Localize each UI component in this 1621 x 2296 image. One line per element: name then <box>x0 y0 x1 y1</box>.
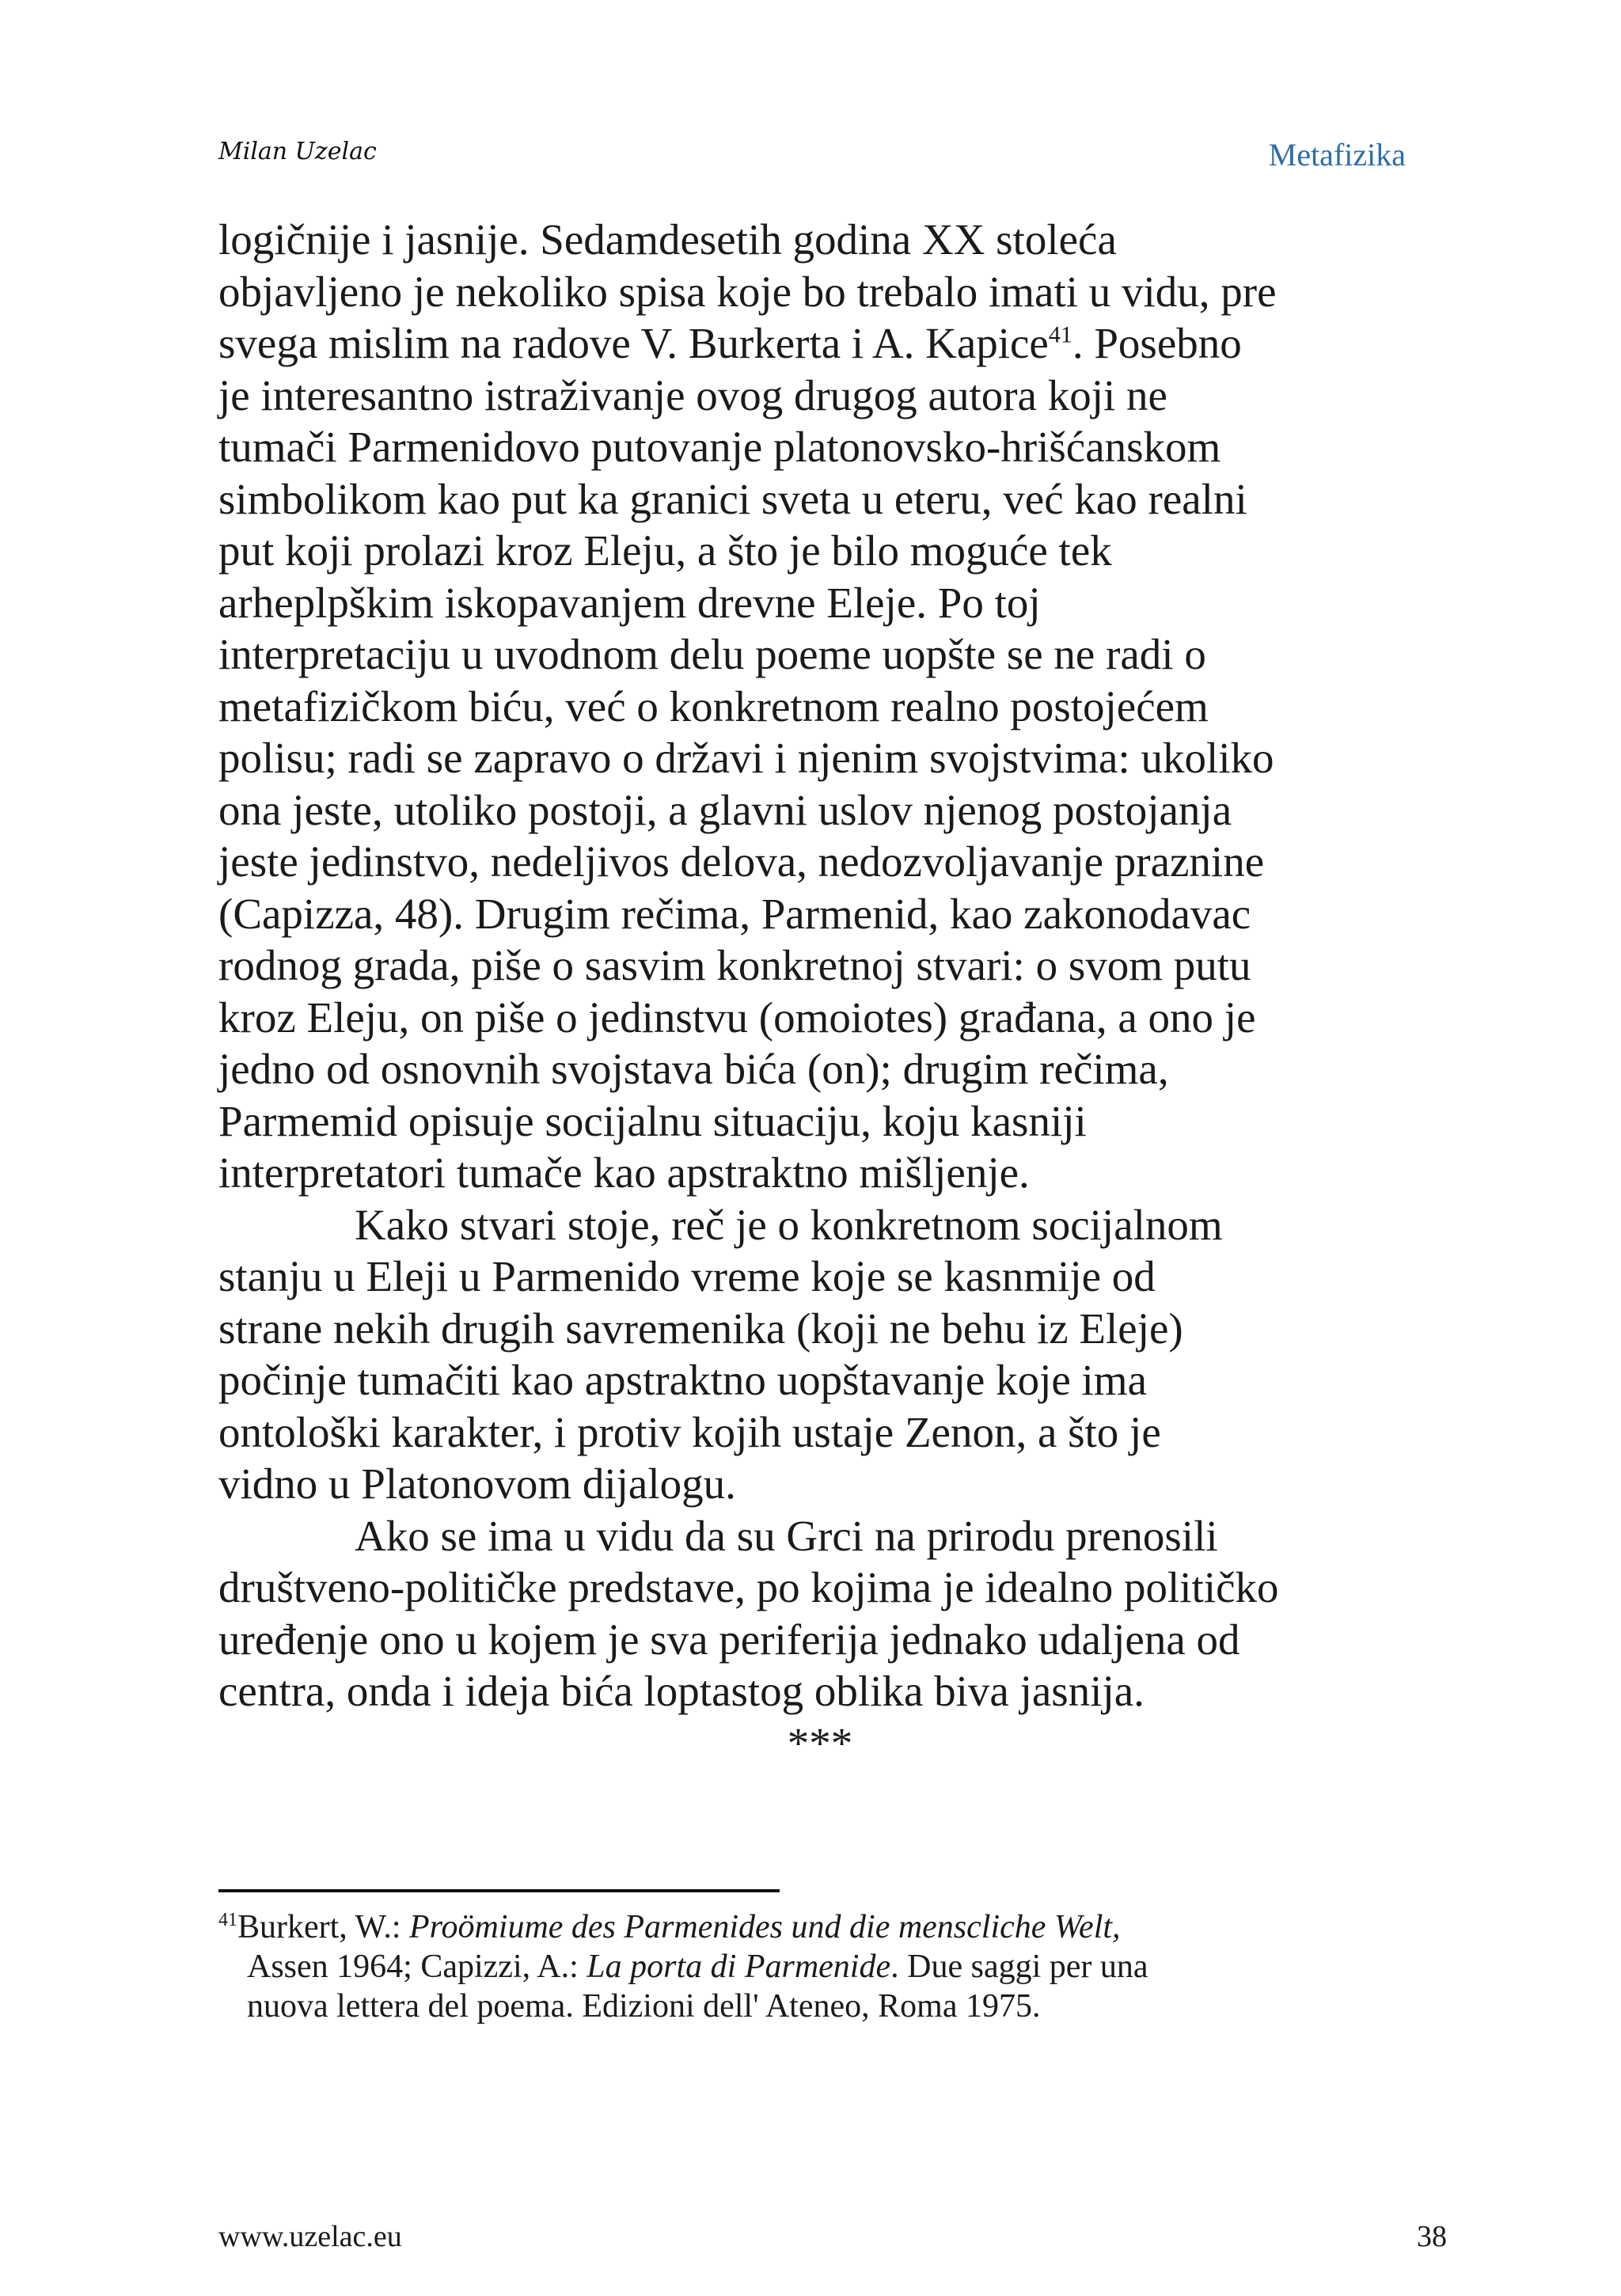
running-header-author: Milan Uzelac <box>218 138 377 165</box>
footnote-number: 41 <box>218 1910 237 1930</box>
footnote-reference[interactable]: 41 <box>1048 321 1072 348</box>
text-line: put koji prolazi kroz Eleju, a što je bilo moguće tek <box>218 526 1112 575</box>
running-header-title: Metafizika <box>1268 137 1406 173</box>
text-line-part: . Posebno <box>1072 319 1242 367</box>
text-line: počinje tumačiti kao apstraktno uopštavanje koje ima <box>218 1356 1147 1404</box>
section-separator: *** <box>787 1718 853 1767</box>
text-line: uređenje ono u kojem je sva periferija jednako udaljena od <box>218 1615 1240 1664</box>
text-line: vidno u Platonovom dijalogu. <box>218 1459 736 1508</box>
text-line: Parmemid opisuje socijalnu situaciju, koju kasniji <box>218 1096 1087 1145</box>
text-line: (Capizza, 48). Drugim rečima, Parmenid, kao zakonodavac <box>218 889 1251 938</box>
text-line: centra, onda i ideja bića loptastog oblika biva jasnija. <box>218 1667 1145 1715</box>
text-line: Ako se ima u vidu da su Grci na prirodu prenosili <box>355 1511 1218 1560</box>
footnote-text: . Due saggi per una <box>890 1949 1148 1985</box>
main-text <box>218 214 1422 1769</box>
text-line: logičnije i jasnije. Sedamdesetih godina XX stoleća <box>218 215 1117 264</box>
text-line: Kako stvari stoje, reč je o konkretnom socijalnom <box>355 1200 1223 1249</box>
text-line: interpretatori tumače kao apstraktno mišljenje. <box>218 1148 1030 1197</box>
text-line: arheplpškim iskopavanjem drevne Eleje. Po toj <box>218 578 1041 627</box>
text-line: rodnog grada, piše o sasvim konkretnoj stvari: o svom putu <box>218 941 1251 989</box>
text-line: objavljeno je nekoliko spisa koje bo trebalo imati u vidu, pre <box>218 267 1277 316</box>
footnote-line: nuova lettera del poema. Edizioni dell' Ateneo, Roma 1975. <box>247 1988 1041 2025</box>
text-line: jeste jedinstvo, nedeljivos delova, nedozvoljavanje praznine <box>218 837 1265 886</box>
text-line <box>218 317 1422 370</box>
footnote-line <box>218 1947 1406 1987</box>
text-line: simbolikom kao put ka granici sveta u eteru, već kao realni <box>218 474 1247 523</box>
footnote-title: La porta di Parmenide <box>587 1949 891 1985</box>
text-line: tumači Parmenidovo putovanje platonovsko-hrišćanskom <box>218 423 1221 471</box>
text-line-part: svega mislim na radove V. Burkerta i A. Kapice <box>218 319 1049 367</box>
page-number: 38 <box>1417 2220 1447 2253</box>
footer-website-link[interactable]: www.uzelac.eu <box>218 2220 402 2253</box>
text-line: polisu; radi se zapravo o državi i njenim svojstvima: ukoliko <box>218 734 1274 782</box>
footnote-title: Proömiume des Parmenides und die menscliche Welt, <box>409 1909 1121 1945</box>
footnote-line <box>218 1907 1406 1947</box>
footnote-text: Assen 1964; Capizzi, A.: <box>247 1949 587 1985</box>
text-line: metafizičkom biću, već o konkretnom realno postojećem <box>218 681 1209 731</box>
text-line: stanju u Eleji u Parmenido vreme koje se kasnmije od <box>218 1252 1156 1300</box>
text-line: društveno-političke predstave, po kojima je idealno političko <box>218 1563 1279 1611</box>
text-line: interpretaciju u uvodnom delu poeme uopšte se ne radi o <box>218 630 1206 678</box>
text-line: jedno od osnovnih svojstava bića (on); drugim rečima, <box>218 1045 1169 1093</box>
footnote <box>218 1907 1406 2026</box>
footnote-text: Burkert, W.: <box>237 1909 409 1945</box>
text-line: strane nekih drugih savremenika (koji ne behu iz Eleje) <box>218 1304 1183 1353</box>
footnote-divider <box>218 1889 780 1892</box>
text-line: ona jeste, utoliko postoji, a glavni uslov njenog postojanja <box>218 785 1232 834</box>
text-line: je interesantno istraživanje ovog drugog autora koji ne <box>218 370 1167 419</box>
text-line: kroz Eleju, on piše o jedinstvu (omoiotes) građana, a ono je <box>218 992 1256 1042</box>
text-line: ontološki karakter, i protiv kojih ustaje Zenon, a što je <box>218 1407 1161 1456</box>
